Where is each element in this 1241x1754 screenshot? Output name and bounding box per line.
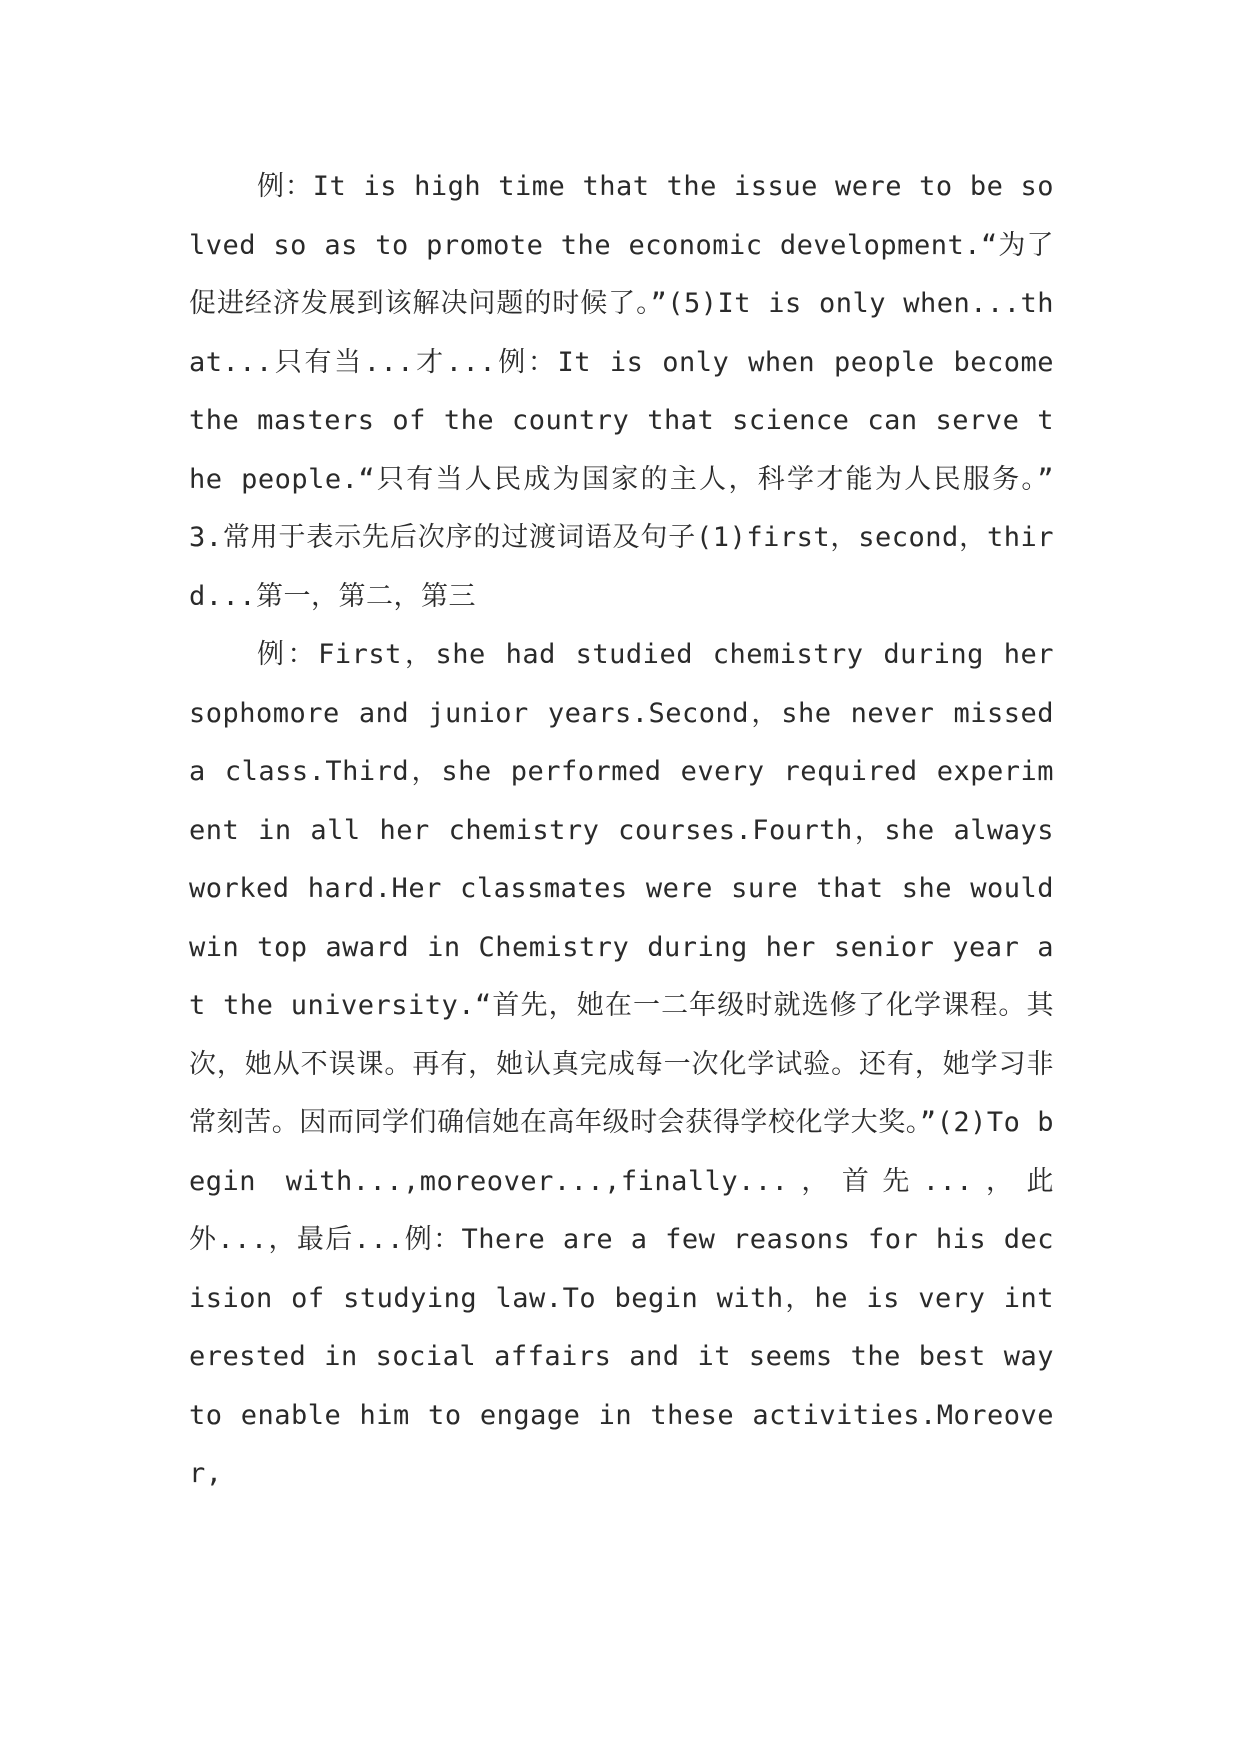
paragraph-2: 例：First，she had studied chemistry during her sophomore and junior years.Second，she never missed a class.Third，she performed every required experiment in all her chemistry courses.Fourth，she always worked hard.Her classmates were sure that she would win top award in Chemistry during her senior year at the university.“首先，她在一二年级时就选修了化学课程。其次，她从不误课。再有，她认真完成每一次化学试验。还有，她学习非常刻苦。因而同学们确信她在高年级时会获得学校化学大奖。”(2)To begin with...,moreover...,finally...，首先...，此外...，最后...例：There are a few reasons for his decision of studying law.To begin with，he is very interested in social affairs and it seems the best way to enable him to engage in these activities.Moreover, <box>189 639 1054 1489</box>
paragraph-1: 例：It is high time that the issue were to be solved so as to promote the economic development.“为了促进经济发展到该解决问题的时候了。”(5)It is only when...that...只有当...才...例：It is only when people become the masters of the country that science can serve the people.“只有当人民成为国家的主人，科学才能为人民服务。” 3.常用于表示先后次序的过渡词语及句子(1)first，second，third...第一，第二，第三 <box>189 171 1054 612</box>
document-page <box>189 158 1054 1504</box>
